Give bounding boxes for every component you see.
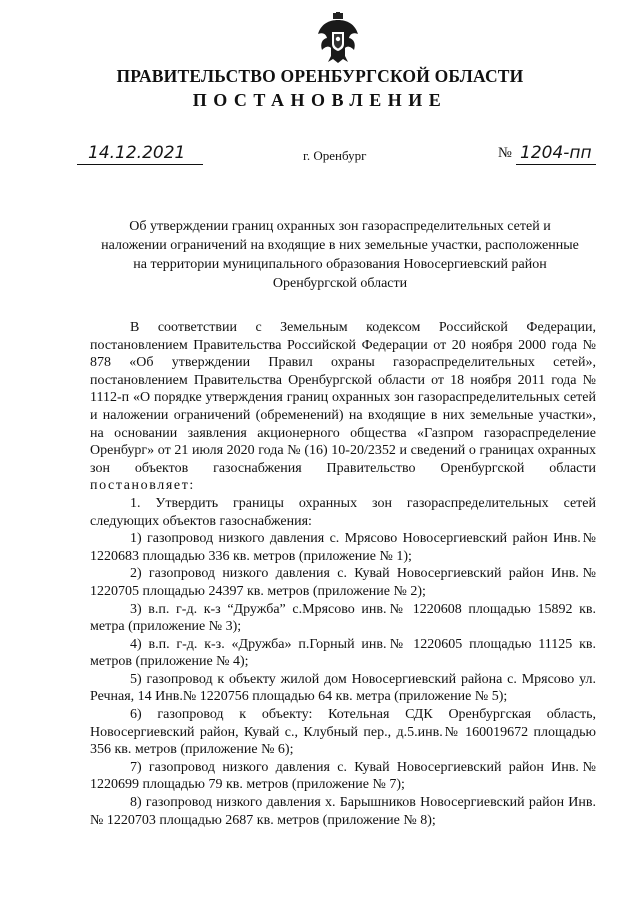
decree-word: постановляет: xyxy=(90,478,195,494)
list-item: 1) газопровод низкого давления с. Мрясово Новосергиевский район Инв.№ 1220683 площадью 336 кв. метров (приложение № 1); xyxy=(90,531,596,564)
organization-name: ПРАВИТЕЛЬСТВО ОРЕНБУРГСКОЙ ОБЛАСТИ xyxy=(116,66,524,86)
document-title: Об утверждении границ охранных зон газораспределительных сетей и наложении ограничений на входящие в них земельные участки, расположенные на территории муниципального образования Новосергиевский район Оренбургской области xyxy=(101,219,579,291)
list-item: 8) газопровод низкого давления х. Барышников Новосергиевский район Инв.№ 1220703 площадью 2687 кв. метров (приложение № 8); xyxy=(90,795,596,828)
number-sign: № xyxy=(498,145,512,161)
intro-paragraph xyxy=(90,319,596,495)
list-item: 7) газопровод низкого давления с. Кувай Новосергиевский район Инв.№ 1220699 площадью 79 кв. метров (приложение № 7); xyxy=(90,759,596,793)
document-type: ПОСТАНОВЛЕНИЕ xyxy=(192,90,448,110)
handwritten-date: 14.12.2021 xyxy=(88,143,186,163)
date-underline xyxy=(77,164,203,165)
document-body xyxy=(90,319,596,829)
handwritten-number: 1204-пп xyxy=(520,143,592,163)
city: г. Оренбург xyxy=(303,148,367,163)
list-item: 2) газопровод низкого давления с. Кувай Новосергиевский район Инв.№ 1220705 площадью 24397 кв. метров (приложение № 2); xyxy=(90,566,596,599)
list-item: 4) в.п. г-д. к-з. «Дружба» п.Горный инв.№ 1220605 площадью 11125 кв. метров (приложение № 4); xyxy=(90,636,596,670)
list-item: 5) газопровод к объекту жилой дом Новосергиевский района с. Мрясово ул. Речная, 14 Инв.№ 1220756 площадью 64 кв. метра (приложение № 5); xyxy=(90,671,596,705)
item-1: 1. Утвердить границы охранных зон газораспределительных сетей следующих объектов газоснабжения: xyxy=(90,495,596,529)
number-underline xyxy=(516,164,596,165)
coat-of-arms-icon xyxy=(315,12,361,64)
list-item: 3) в.п. г-д. к-з “Дружба” с.Мрясово инв.№ 1220608 площадью 15892 кв. метра (приложение № 3); xyxy=(90,601,596,635)
list-item: 6) газопровод к объекту: Котельная СДК Оренбургская область, Новосергиевский район, Кувай с., Клубный пер., д.5.инв.№ 160019672 площадью 356 кв. метров (приложение № 6); xyxy=(90,707,596,758)
intro-text: В соответствии с Земельным кодексом Российской Федерации, постановлением Правительства Российской Федерации от 20 ноября 2000 года № 878 «Об утверждении Правил охраны газораспределительных сетей», постановлением Правительства Оренбургской области от 18 ноября 2011 года № 1112-п «О порядке утверждения границ охранных зон газораспределительных сетей и наложении ограничений (обременений) на входящие в них земельные участки», на основании заявления акционерного общества «Газпром газораспределение Оренбург» от 21 июля 2020 года № (16) 10-20/2352 и сведений о границах охранных зон объектов газоснабжения Правительство Оренбургской области xyxy=(90,320,596,476)
